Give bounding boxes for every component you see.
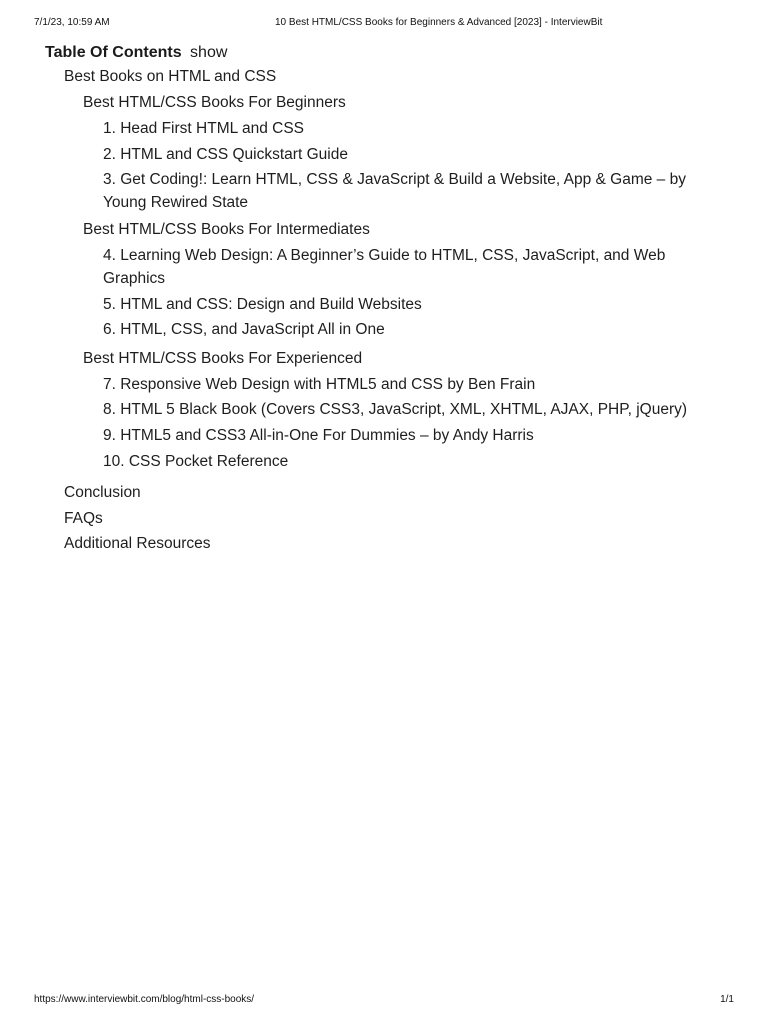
toc-link-best-books[interactable]: Best Books on HTML and CSS [64, 68, 277, 85]
toc-link-experienced[interactable]: Best HTML/CSS Books For Experienced [83, 350, 363, 367]
toc-item-10[interactable]: 10. CSS Pocket Reference [103, 453, 289, 470]
toc-link-faqs[interactable]: FAQs [64, 510, 103, 527]
toc-item-6[interactable]: 6. HTML, CSS, and JavaScript All in One [103, 321, 385, 338]
toc-item-3[interactable]: 3. Get Coding!: Learn HTML, CSS & JavaScript & Build a Website, App & Game – by Young Rewired State [103, 171, 686, 211]
toc-heading [45, 43, 227, 63]
print-page-title: 10 Best HTML/CSS Books for Beginners & Advanced [2023] - InterviewBit [275, 17, 603, 28]
toc-item-8[interactable]: 8. HTML 5 Black Book (Covers CSS3, JavaScript, XML, XHTML, AJAX, PHP, jQuery) [103, 401, 688, 418]
toc-item-4[interactable]: 4. Learning Web Design: A Beginner’s Guide to HTML, CSS, JavaScript, and Web Graphics [103, 247, 666, 287]
toc-item-5[interactable]: 5. HTML and CSS: Design and Build Websites [103, 296, 422, 313]
toc-item-1[interactable]: 1. Head First HTML and CSS [103, 120, 304, 137]
toc-item-7[interactable]: 7. Responsive Web Design with HTML5 and CSS by Ben Frain [103, 376, 536, 393]
toc-link-beginners[interactable]: Best HTML/CSS Books For Beginners [83, 94, 346, 111]
toc-item-9[interactable]: 9. HTML5 and CSS3 All-in-One For Dummies – by Andy Harris [103, 427, 534, 444]
toc-title: Table Of Contents [45, 44, 182, 61]
toc-link-additional-resources[interactable]: Additional Resources [64, 535, 211, 552]
toc-item-2[interactable]: 2. HTML and CSS Quickstart Guide [103, 146, 348, 163]
toc-link-conclusion[interactable]: Conclusion [64, 484, 141, 501]
toc-link-intermediates[interactable]: Best HTML/CSS Books For Intermediates [83, 221, 370, 238]
toc-show-toggle[interactable]: show [190, 44, 228, 61]
print-page-number: 1/1 [720, 994, 734, 1005]
print-datetime: 7/1/23, 10:59 AM [34, 17, 110, 28]
print-url: https://www.interviewbit.com/blog/html-css-books/ [34, 994, 255, 1005]
